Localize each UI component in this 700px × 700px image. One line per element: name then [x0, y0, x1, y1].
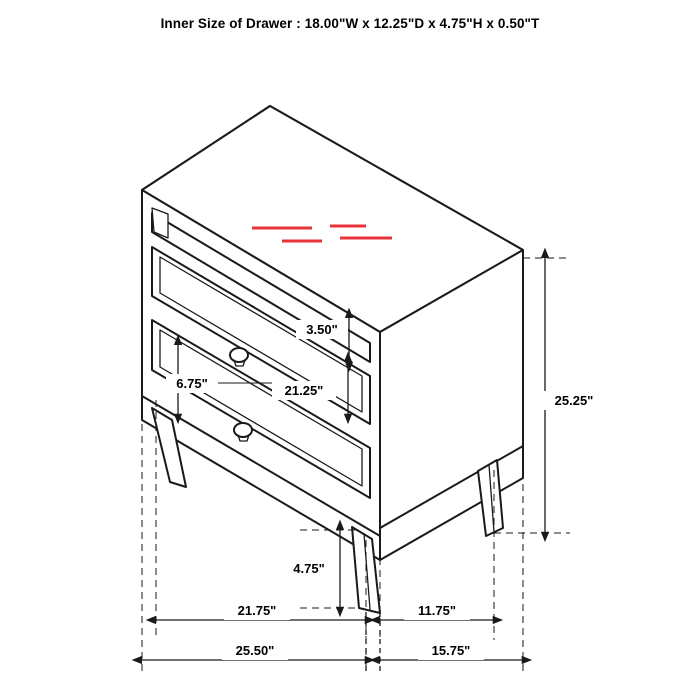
dim-label-overall-depth: 15.75"	[431, 643, 471, 658]
dim-label-side-depth: 11.75"	[418, 603, 456, 618]
page-title: Inner Size of Drawer : 18.00"W x 12.25"D x 4.75"H x 0.50"T	[160, 16, 540, 31]
dim-label-drawer-width: 21.25"	[284, 383, 324, 398]
dim-label-drawer-front-height: 3.50"	[306, 322, 338, 337]
dim-label-total-height: 25.25"	[554, 393, 594, 408]
dim-label-lower-drawer-height: 6.75"	[176, 376, 208, 391]
dim-label-front-width: 21.75"	[237, 603, 277, 618]
dim-label-leg-height: 4.75"	[293, 561, 325, 576]
dim-label-overall-width: 25.50"	[235, 643, 275, 658]
nightstand-illustration	[142, 106, 523, 613]
